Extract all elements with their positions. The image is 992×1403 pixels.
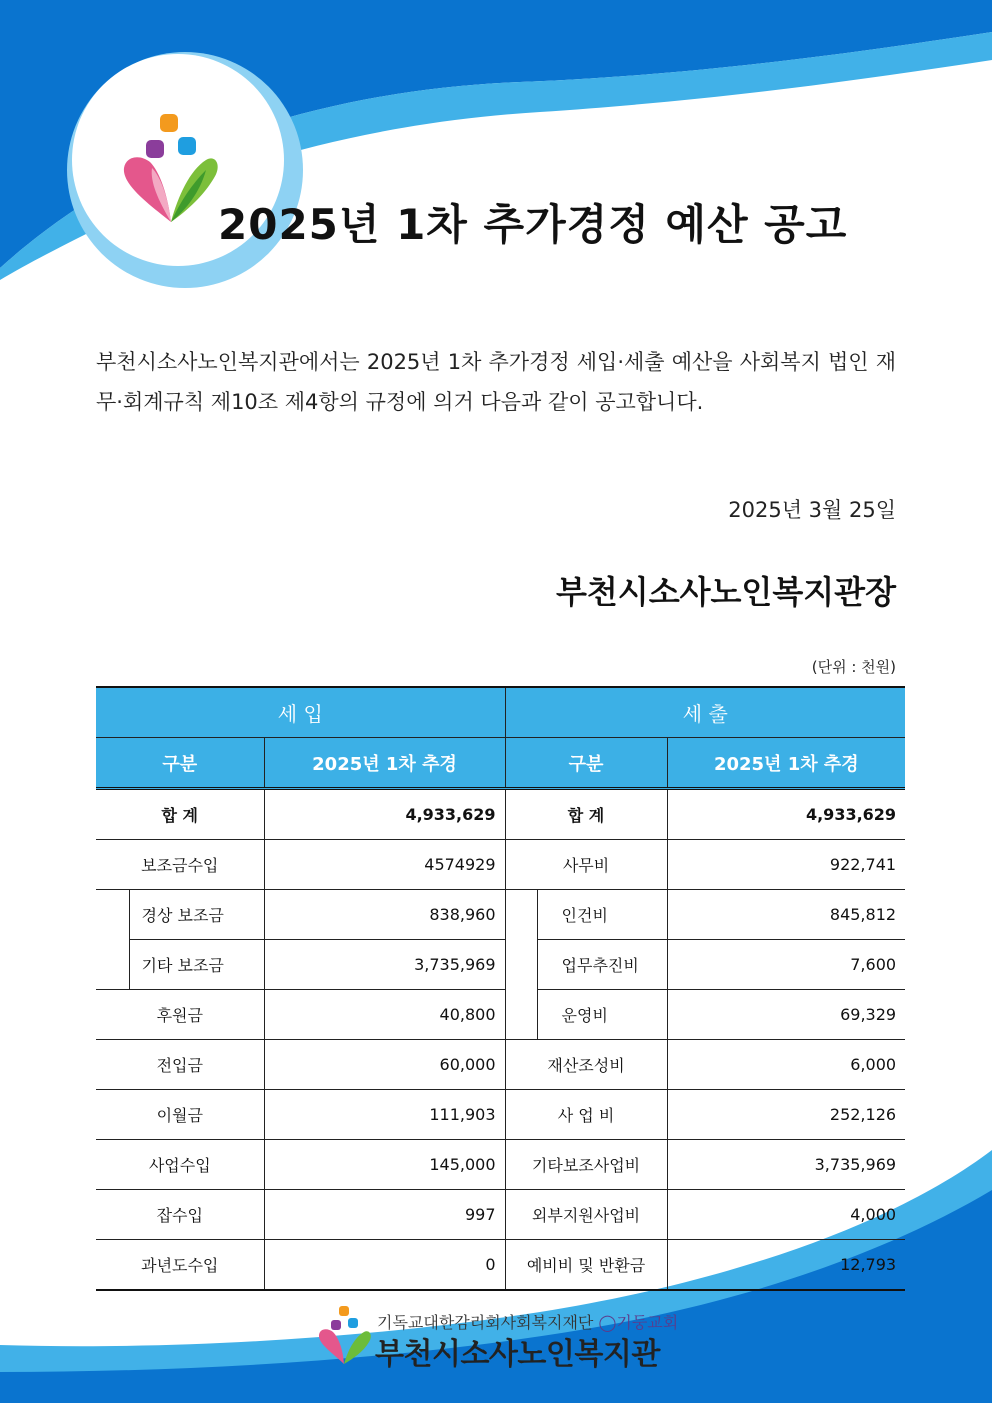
revenue-label: 전입금 bbox=[96, 1040, 264, 1090]
church-icon: ◯ bbox=[598, 1313, 617, 1332]
revenue-label: 후원금 bbox=[96, 990, 264, 1040]
expense-label: 사무비 bbox=[505, 840, 667, 890]
revenue-amount-header: 2025년 1차 추경 bbox=[264, 738, 505, 789]
expense-sub-label: 업무추진비 bbox=[537, 940, 667, 990]
revenue-label: 잡수입 bbox=[96, 1190, 264, 1240]
budget-table bbox=[96, 686, 905, 1291]
expense-value: 4,000 bbox=[667, 1190, 905, 1240]
table-row bbox=[96, 890, 905, 940]
revenue-total-value: 4,933,629 bbox=[264, 789, 505, 840]
footer-leaf-green bbox=[344, 1331, 371, 1364]
revenue-value: 145,000 bbox=[264, 1140, 505, 1190]
revenue-value: 4574929 bbox=[264, 840, 505, 890]
expense-header: 세 출 bbox=[505, 687, 905, 738]
expense-amount-header: 2025년 1차 추경 bbox=[667, 738, 905, 789]
table-row bbox=[96, 940, 905, 990]
logo-dot-orange bbox=[160, 114, 178, 132]
revenue-label: 이월금 bbox=[96, 1090, 264, 1140]
expense-category-header: 구분 bbox=[505, 738, 667, 789]
footer-dot-blue bbox=[348, 1318, 358, 1328]
expense-sub-label: 인건비 bbox=[537, 890, 667, 940]
unit-note: (단위 : 천원) bbox=[811, 658, 896, 676]
announcement-date: 2025년 3월 25일 bbox=[728, 498, 896, 522]
table-row bbox=[96, 990, 905, 1040]
revenue-value: 40,800 bbox=[264, 990, 505, 1040]
expense-value: 252,126 bbox=[667, 1090, 905, 1140]
expense-indent-spacer bbox=[505, 890, 537, 1040]
logo-dot-purple bbox=[146, 140, 164, 158]
expense-value: 3,735,969 bbox=[667, 1140, 905, 1190]
table-row bbox=[96, 1240, 905, 1291]
expense-total-value: 4,933,629 bbox=[667, 789, 905, 840]
footer-dot-orange bbox=[339, 1306, 349, 1316]
table-row bbox=[96, 1190, 905, 1240]
revenue-label: 보조금수입 bbox=[96, 840, 264, 890]
expense-sub-label: 운영비 bbox=[537, 990, 667, 1040]
table-row bbox=[96, 840, 905, 890]
expense-label: 재산조성비 bbox=[505, 1040, 667, 1090]
page-title: 2025년 1차 추가경정 예산 공고 bbox=[218, 200, 848, 249]
revenue-value: 0 bbox=[264, 1240, 505, 1291]
expense-value: 6,000 bbox=[667, 1040, 905, 1090]
table-row bbox=[96, 1090, 905, 1140]
revenue-indent-spacer bbox=[96, 890, 129, 990]
revenue-label: 사업수입 bbox=[96, 1140, 264, 1190]
revenue-value: 3,735,969 bbox=[264, 940, 505, 990]
expense-value: 69,329 bbox=[667, 990, 905, 1040]
expense-label: 외부지원사업비 bbox=[505, 1190, 667, 1240]
revenue-total-label: 합 계 bbox=[96, 789, 264, 840]
organization-signature: 부천시소사노인복지관장 bbox=[555, 573, 896, 611]
revenue-value: 997 bbox=[264, 1190, 505, 1240]
table-row bbox=[96, 1040, 905, 1090]
footer-foundation-text: 기독교대한감리회사회복지재단 bbox=[377, 1313, 594, 1332]
expense-value: 12,793 bbox=[667, 1240, 905, 1291]
expense-label: 기타보조사업비 bbox=[505, 1140, 667, 1190]
revenue-category-header: 구분 bbox=[96, 738, 264, 789]
revenue-value: 111,903 bbox=[264, 1090, 505, 1140]
expense-label: 예비비 및 반환금 bbox=[505, 1240, 667, 1291]
table-row bbox=[96, 1140, 905, 1190]
intro-paragraph: 부천시소사노인복지관에서는 2025년 1차 추가경정 세입·세출 예산을 사회복지 법인 재무·회계규칙 제10조 제4항의 규정에 의거 다음과 같이 공고합니다. bbox=[96, 350, 896, 414]
expense-label: 사 업 비 bbox=[505, 1090, 667, 1140]
expense-total-label: 합 계 bbox=[505, 789, 667, 840]
revenue-sub-label: 기타 보조금 bbox=[129, 940, 264, 990]
table-row-total bbox=[96, 789, 905, 840]
revenue-value: 60,000 bbox=[264, 1040, 505, 1090]
footer-church-text: 기둥교회 bbox=[616, 1313, 679, 1332]
expense-value: 845,812 bbox=[667, 890, 905, 940]
footer-leaf-pink bbox=[319, 1329, 344, 1364]
expense-value: 7,600 bbox=[667, 940, 905, 990]
expense-value: 922,741 bbox=[667, 840, 905, 890]
footer-dot-purple bbox=[331, 1320, 341, 1330]
footer-organization-name: 부천시소사노인복지관 bbox=[375, 1337, 660, 1372]
revenue-value: 838,960 bbox=[264, 890, 505, 940]
revenue-label: 과년도수입 bbox=[96, 1240, 264, 1291]
logo-dot-blue bbox=[178, 137, 196, 155]
table-subheader-row bbox=[96, 738, 905, 789]
revenue-sub-label: 경상 보조금 bbox=[129, 890, 264, 940]
table-header-row bbox=[96, 687, 905, 738]
revenue-header: 세 입 bbox=[96, 687, 505, 738]
